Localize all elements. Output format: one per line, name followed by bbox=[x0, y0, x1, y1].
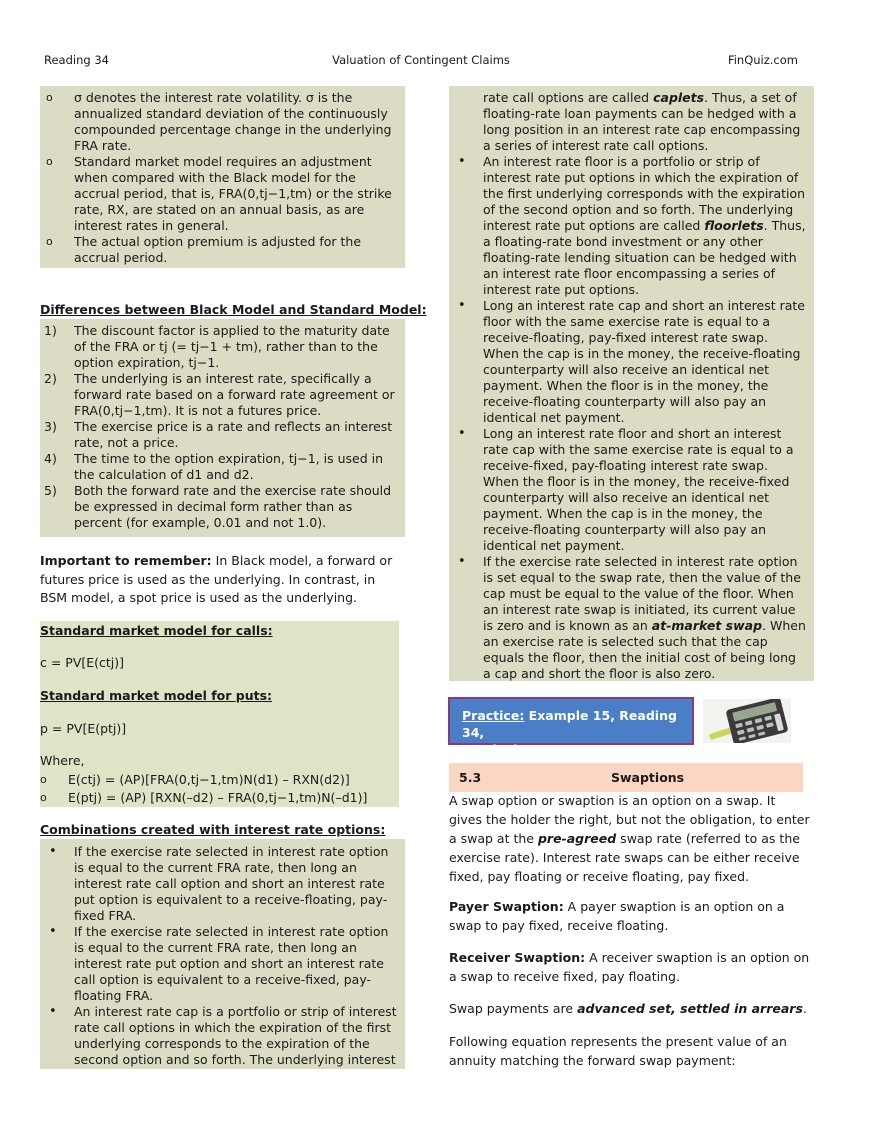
swaptions-intro: A swap option or swaption is an option on a swap. It gives the holder the right, but not the obligation, to enter a swap at the pre-agreed swap rate (referred to as the exercise rate). Interest rate swaps can be either receive fixed, pay floating or receive floating, pay fixed. bbox=[449, 793, 810, 884]
remember-paragraph: Important to remember: In Black model, a forward or futures price is used as the underlying. In contrast, in BSM model, a spot price is used as the underlying. bbox=[40, 553, 393, 605]
list-item: 3) The exercise price is a rate and reflects an interest rate, not a price. bbox=[44, 419, 393, 450]
list-item: o E(ctj) = (AP)[FRA(0,tj−1,tm)N(d1) – RXN(d2)] bbox=[40, 772, 350, 787]
list-item: o E(ptj) = (AP) [RXN(–d2) – FRA(0,tj−1,tm)N(–d1)] bbox=[40, 790, 368, 805]
payer-swaption-label: Payer Swaption: bbox=[449, 899, 564, 914]
calls-formula: c = PV[E(ctj)] bbox=[40, 655, 125, 670]
combinations-list bbox=[40, 844, 397, 1068]
caplets-continuation: rate call options are called caplets. Thus, a set of floating-rate loan payments can be hedged with a long position in an interest rate cap encompassing a series of interest rate call options. bbox=[483, 90, 801, 153]
caplets-term: caplets bbox=[653, 90, 705, 105]
section-heading-swaptions bbox=[449, 763, 803, 792]
calls-heading: Standard market model for calls: bbox=[40, 623, 273, 638]
swap-payments-paragraph: Swap payments are advanced set, settled in arrears. bbox=[449, 1001, 807, 1016]
header-site: FinQuiz.com bbox=[727, 53, 798, 67]
list-item: • An interest rate cap is a portfolio or strip of interest rate call options in which the expiration of the first underlying corresponds to the expiration of the second option and so forth. The underlying interest bbox=[49, 1004, 397, 1067]
receiver-swaption-paragraph: Receiver Swaption: A receiver swaption is an option on a swap to receive fixed, pay floating. bbox=[449, 950, 810, 984]
floorlets-term: floorlets bbox=[704, 218, 764, 233]
list-item: • If the exercise rate selected in interest rate option is equal to the current FRA rate, then long an interest rate call option and short an interest rate put option is equivalent to a receive-floating, pay-fixed FRA. bbox=[49, 844, 389, 923]
pre-agreed-term: pre-agreed bbox=[537, 831, 617, 846]
page-header bbox=[44, 53, 798, 69]
cap-floor-box bbox=[449, 86, 814, 681]
section-number: 5.3 bbox=[459, 770, 482, 785]
list-item: o Standard market model requires an adjustment when compared with the Black model for the accrual period, that is, FRA(0,tj−1,tm) or the strike rate, RX, are stated on an annual basis, as are interest rates in general. bbox=[46, 154, 392, 233]
section-title: Swaptions bbox=[611, 770, 685, 785]
cap-floor-list bbox=[449, 154, 806, 682]
combinations-heading: Combinations created with interest rate options: bbox=[40, 822, 386, 837]
where-label: Where, bbox=[40, 753, 85, 768]
receiver-swaption-label: Receiver Swaption: bbox=[449, 950, 586, 965]
differences-heading: Differences between Black Model and Standard Model: bbox=[40, 302, 427, 317]
list-item: 4) The time to the option expiration, tj−1, is used in the calculation of d1 and d2. bbox=[44, 451, 384, 482]
list-item: • An interest rate floor is a portfolio or strip of interest rate put options in which the expiration of the first underlying corresponds with the expiration of the second option and so forth. The underlying interest rate put options are called floorlets. Thus, a floating-rate bond investment or any other floating-rate lending situation can be hedged with an interest rate floor encompassing a series of interest rate put options. bbox=[458, 154, 806, 297]
payer-swaption-paragraph: Payer Swaption: A payer swaption is an option on a swap to pay fixed, receive floating. bbox=[449, 899, 785, 933]
puts-heading: Standard market model for puts: bbox=[40, 688, 273, 703]
list-item: • If the exercise rate selected in interest rate option is set equal to the swap rate, then the value of the cap must be equal to the value of the floor. When an interest rate swap is initiated, its current value is zero and is known as an at-market swap. When an exercise rate is selected such that the cap equals the floor, then the initial cost of being long a cap and short the floor is also zero. bbox=[458, 554, 806, 681]
list-item: • Long an interest rate cap and short an interest rate floor with the same exercise rate is equal to a receive-floating, pay-fixed interest rate swap. When the cap is in the money, the receive-floating counterparty will also receive an identical net payment. When the floor is in the money, the receive-floating counterparty will also pay an identical net payment. bbox=[458, 298, 805, 425]
header-title: Valuation of Contingent Claims bbox=[332, 53, 510, 67]
practice-label: Practice: bbox=[462, 708, 525, 723]
practice-callout[interactable]: Practice: Example 15, Reading 34, Curriculum. bbox=[448, 697, 694, 745]
annuity-paragraph: Following equation represents the present value of an annuity matching the forward swap payment: bbox=[449, 1034, 787, 1068]
differences-list bbox=[40, 323, 397, 531]
volatility-notes-list bbox=[40, 90, 397, 266]
list-item: o σ denotes the interest rate volatility. σ is the annualized standard deviation of the continuously compounded percentage change in the underlying FRA rate. bbox=[46, 90, 392, 153]
combinations-box bbox=[40, 839, 405, 1069]
list-item: o The actual option premium is adjusted for the accrual period. bbox=[46, 234, 362, 265]
advanced-set-term: advanced set, settled in arrears bbox=[577, 1001, 803, 1016]
list-item: 2) The underlying is an interest rate, specifically a forward rate based on a forward rate agreement or FRA(0,tj−1,tm). It is not a futures price. bbox=[44, 371, 395, 418]
at-market-swap-term: at-market swap bbox=[651, 618, 763, 633]
list-item: 1) The discount factor is applied to the maturity date of the FRA or tj (= tj−1 + tm), rather than to the option expiration, tj−1. bbox=[44, 323, 390, 370]
list-item: • Long an interest rate floor and short an interest rate cap with the same exercise rate is equal to a receive-fixed, pay-floating interest rate swap. When the floor is in the money, the receive-fixed counterparty will also receive an identical net payment. When the cap is in the money, the receive-floating counterparty will also pay an identical net payment. bbox=[458, 426, 794, 553]
differences-box bbox=[40, 319, 405, 537]
expectation-list bbox=[34, 771, 394, 807]
list-item: 5) Both the forward rate and the exercise rate should be expressed in decimal form rather than as percent (for example, 0.01 and not 1.0). bbox=[44, 483, 392, 530]
volatility-notes-box bbox=[40, 86, 405, 268]
list-item: • If the exercise rate selected in interest rate option is equal to the current FRA rate, then long an interest rate put option and short an interest rate call option is equivalent to a receive-fixed, pay-floating FRA. bbox=[49, 924, 389, 1003]
standard-model-box bbox=[40, 621, 399, 807]
puts-formula: p = PV[E(ptj)] bbox=[40, 721, 127, 736]
calculator-icon bbox=[703, 699, 791, 743]
remember-label: Important to remember: bbox=[40, 553, 212, 568]
header-reading: Reading 34 bbox=[44, 53, 109, 67]
